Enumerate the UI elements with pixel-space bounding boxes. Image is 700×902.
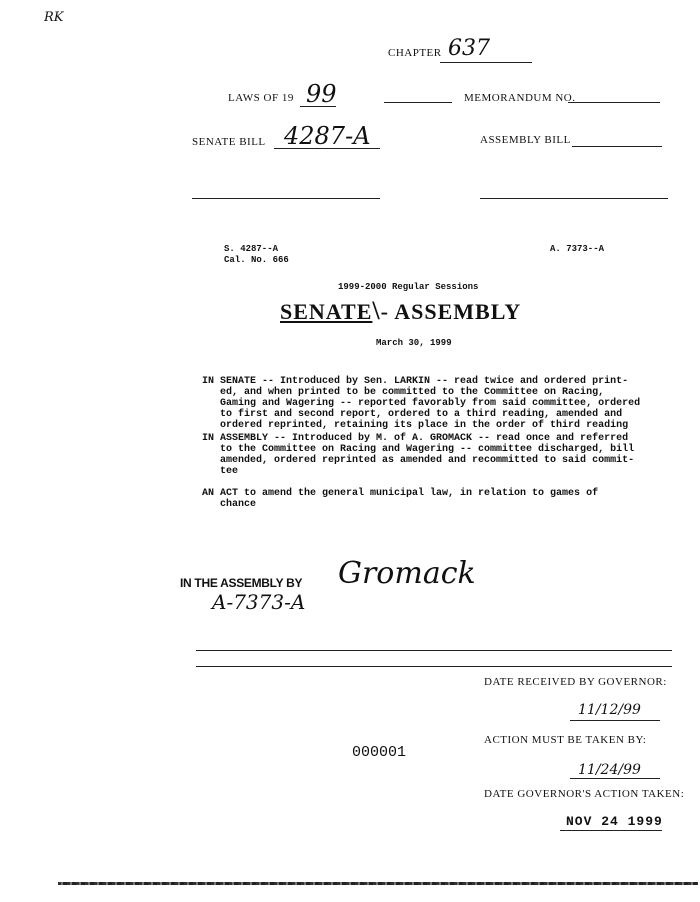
memorandum-blank-left [384, 102, 452, 103]
session-title: 1999-2000 Regular Sessions [338, 282, 479, 292]
action-label: ACTION MUST BE TAKEN BY: [484, 734, 647, 746]
corner-note: RK [44, 10, 64, 25]
chapter-label: CHAPTER [388, 47, 442, 59]
chapter-value: 637 [448, 36, 490, 61]
act-line: AN ACT to amend the general municipal law, in relation to games of [202, 488, 599, 499]
senate-line: Gaming and Wagering -- reported favorably from said committee, ordered [202, 398, 641, 409]
act-line: chance [202, 499, 257, 510]
memorandum-label: MEMORANDUM NO. [464, 92, 576, 104]
laws-line [300, 106, 336, 107]
assembly-paragraph [202, 433, 634, 477]
senate-line: IN SENATE -- Introduced by Sen. LARKIN -- read twice and ordered print- [202, 376, 629, 387]
received-label: DATE RECEIVED BY GOVERNOR: [484, 676, 667, 688]
senate-bill-label: SENATE BILL [192, 136, 266, 148]
senate-bill-line [274, 148, 380, 149]
heading-assembly: - ASSEMBLY [380, 299, 522, 324]
taken-line [560, 830, 662, 831]
senate-line: to first and second report, ordered to a third reading, amended and [202, 409, 623, 420]
senate-paragraph [202, 376, 640, 431]
action-line [570, 778, 660, 779]
assembly-sponsor-signature: Gromack [338, 556, 476, 591]
assembly-bill-line [572, 146, 662, 147]
heading-senate: SENATE [280, 299, 373, 324]
senate-bill-value: 4287-A [284, 122, 371, 150]
assembly-bill-id: A. 7373--A [550, 244, 605, 254]
scan-edge [58, 882, 698, 885]
divider-line-2 [196, 666, 672, 667]
assembly-stamp-label: IN THE ASSEMBLY BY [180, 576, 303, 590]
assembly-bill-label: ASSEMBLY BILL [480, 134, 571, 146]
assembly-line: tee [202, 466, 239, 477]
page-number: 000001 [352, 744, 407, 761]
senate-line: ordered reprinted, retaining its place in the order of third reading [202, 420, 629, 431]
received-value: 11/12/99 [578, 702, 641, 718]
assembly-line: amended, ordered reprinted as amended and recommitted to said commit- [202, 455, 635, 466]
blank-line-left [192, 198, 380, 199]
laws-label: LAWS OF 19 [228, 92, 294, 104]
action-value: 11/24/99 [578, 762, 641, 778]
received-line [570, 720, 660, 721]
taken-value-stamp: NOV 24 1999 [566, 814, 663, 829]
chapter-line [440, 62, 532, 63]
assembly-line: to the Committee on Racing and Wagering -- committee discharged, bill [202, 444, 635, 455]
assembly-line: IN ASSEMBLY -- Introduced by M. of A. GROMACK -- read once and referred [202, 433, 629, 444]
assembly-stamp-bill: A-7373-A [212, 590, 306, 614]
memorandum-line [568, 102, 660, 103]
divider-line-1 [196, 650, 672, 651]
laws-value: 99 [306, 80, 337, 108]
senate-line: ed, and when printed to be committed to the Committee on Racing, [202, 387, 605, 398]
senate-bill-id: S. 4287--A [224, 244, 279, 254]
calendar-number: Cal. No. 666 [224, 255, 289, 265]
heading: SENATE\- ASSEMBLY [280, 296, 522, 325]
taken-label: DATE GOVERNOR'S ACTION TAKEN: [484, 788, 685, 800]
act-paragraph [202, 488, 598, 510]
blank-line-right [480, 198, 668, 199]
introduction-date: March 30, 1999 [376, 338, 452, 348]
